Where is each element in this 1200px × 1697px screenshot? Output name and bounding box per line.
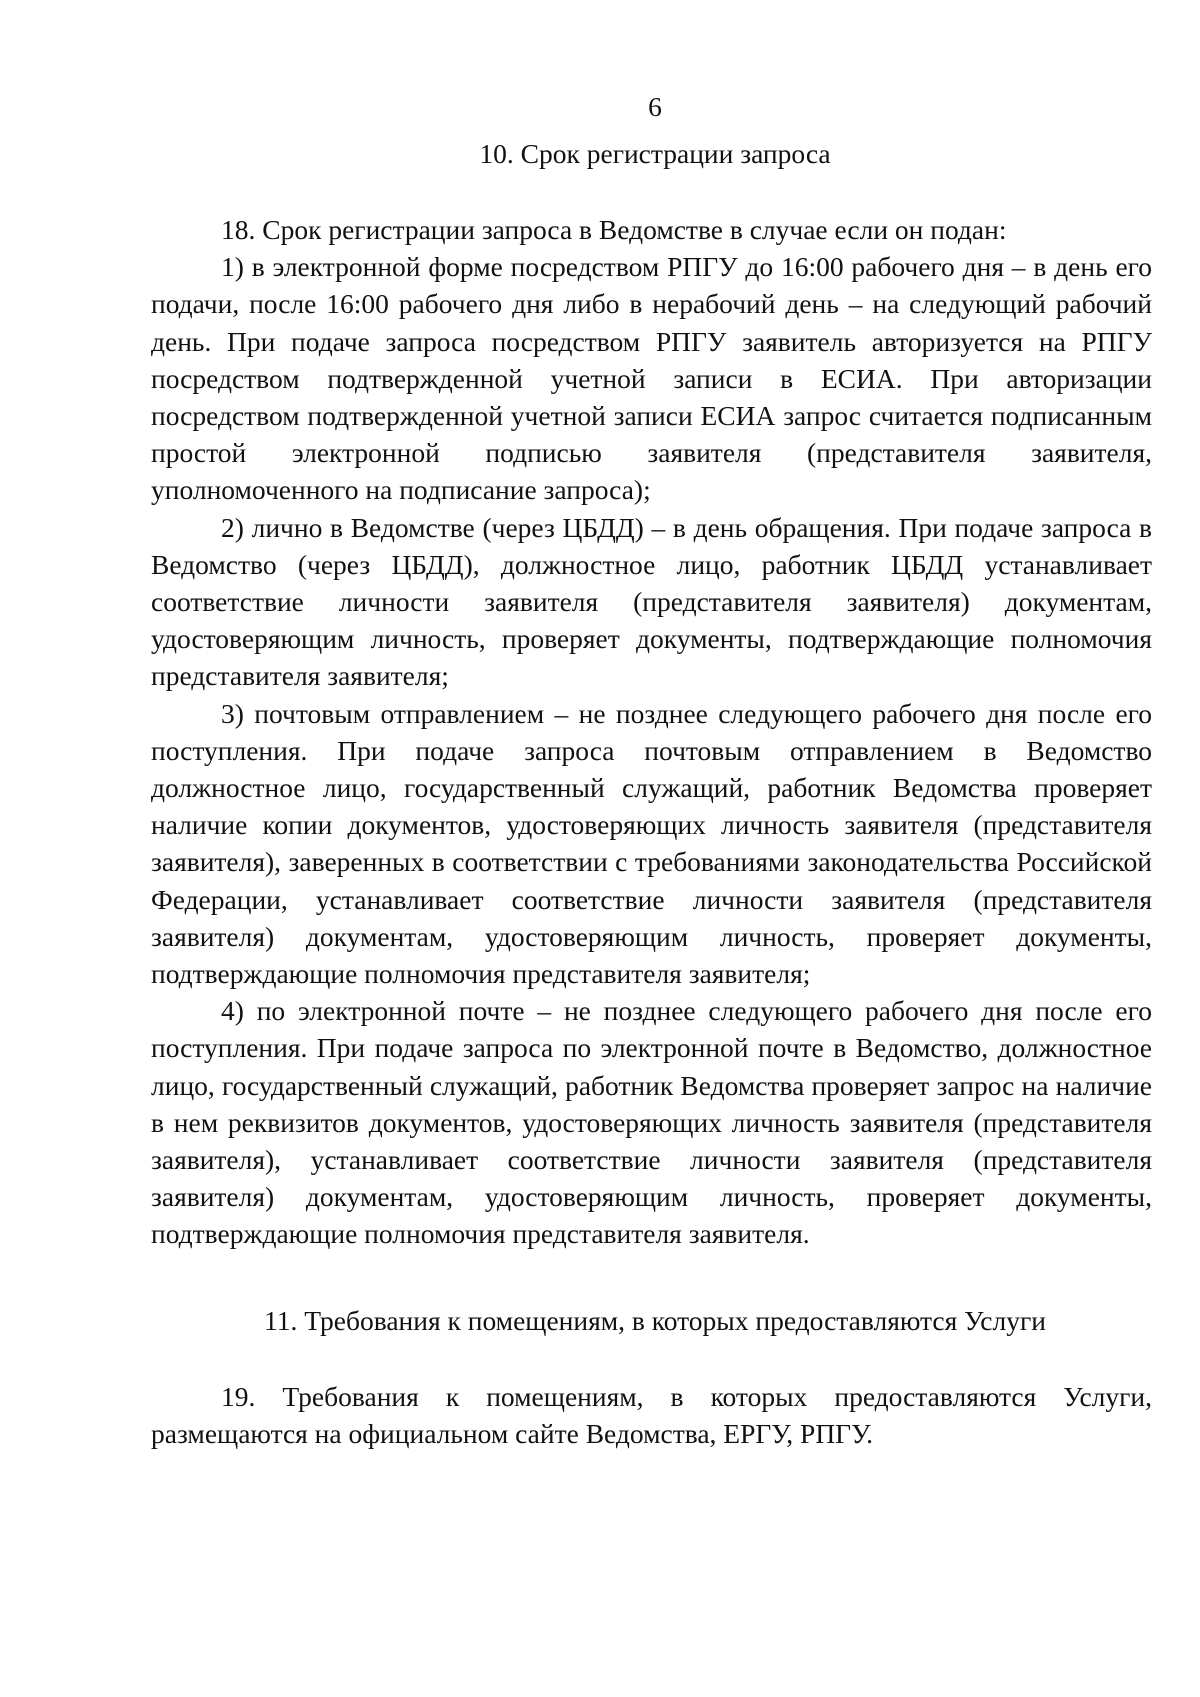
paragraph-18: 18. Срок регистрации запроса в Ведомстве в случае если он подан: (221, 214, 1007, 245)
paragraph-19: 19. Требования к помещениям, в которых предоставляются Услуги, размещаются на официальном сайте Ведомства, ЕРГУ, РПГУ. (151, 1381, 1152, 1450)
paragraph-item-1: 1) в электронной форме посредством РПГУ до 16:00 рабочего дня – в день его подачи, после 16:00 рабочего дня либо в нерабочий день – на следующий рабочий день. При подаче запроса посредством РПГУ заявитель авторизуется на РПГУ посредством подтвержденной учетной записи в ЕСИА. При авторизации посредством подтвержденной учетной записи ЕСИА запрос считается подписанным простой электронной подписью заявителя (представителя заявителя, уполномоченного на подписание запроса); (151, 251, 1152, 506)
section-body-11 (151, 1378, 1152, 1452)
section-heading-10: 10. Срок регистрации запроса (479, 138, 831, 169)
section-body-10 (151, 211, 1152, 1253)
page-number: 6 (648, 91, 662, 122)
paragraph-item-4: 4) по электронной почте – не позднее следующего рабочего дня после его поступления. При подаче запроса по электронной почте в Ведомство, должностное лицо, государственный служащий, работник Ведомства проверяет запрос на наличие в нем реквизитов документов, удостоверяющих личность заявителя (представителя заявителя), устанавливает соответствие личности заявителя (представителя заявителя) документам, удостоверяющим личность, проверяет документы, подтверждающие полномочия представителя заявителя. (151, 995, 1152, 1250)
paragraph-item-2: 2) лично в Ведомстве (через ЦБДД) – в день обращения. При подаче запроса в Ведомство (через ЦБДД), должностное лицо, работник ЦБДД устанавливает соответствие личности заявителя (представителя заявителя) документам, удостоверяющим личность, проверяет документы, подтверждающие полномочия представителя заявителя; (151, 511, 1152, 692)
paragraph-item-3: 3) почтовым отправлением – не позднее следующего рабочего дня после его поступления. При подаче запроса почтовым отправлением в Ведомство должностное лицо, государственный служащий, работник Ведомства проверяет наличие копии документов, удостоверяющих личность заявителя (представителя заявителя), заверенных в соответствии с требованиями законодательства Российской Федерации, устанавливает соответствие личности заявителя (представителя заявителя) документам, удостоверяющим личность, проверяет документы, подтверждающие полномочия представителя заявителя; (151, 697, 1152, 990)
section-heading-11: 11. Требования к помещениям, в которых предоставляются Услуги (264, 1305, 1046, 1336)
